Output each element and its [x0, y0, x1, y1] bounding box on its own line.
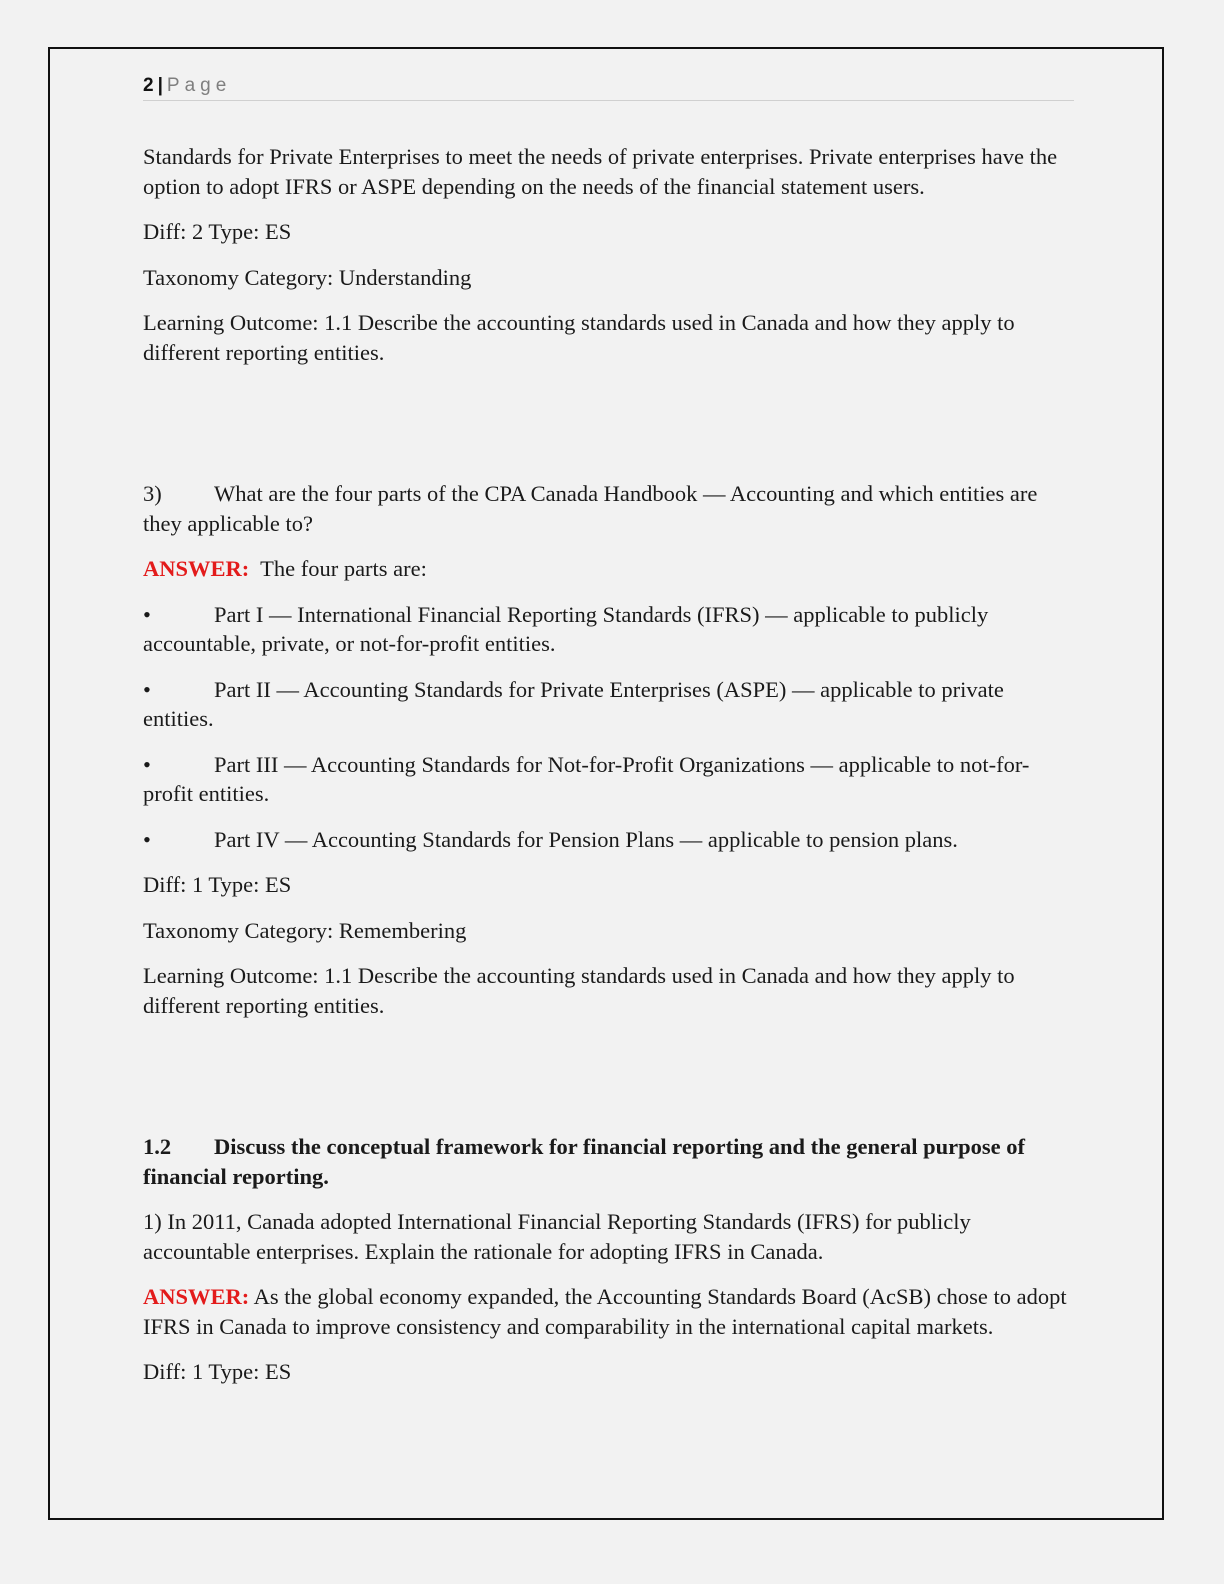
answer-label: ANSWER: — [143, 556, 250, 581]
page-header — [143, 72, 1074, 101]
difficulty-line: Diff: 1 Type: ES — [143, 1359, 292, 1384]
difficulty-line: Diff: 1 Type: ES — [143, 872, 292, 897]
bullet-mark: • — [143, 826, 151, 852]
question-1: 1) In 2011, Canada adopted International Financial Reporting Standards (IFRS) for publicly accountable enterprises. Explain the rationale for adopting IFRS in Canada. — [143, 1209, 971, 1264]
learning-outcome: Learning Outcome: 1.1 Describe the accounting standards used in Canada and how they apply to different reporting entities. — [143, 963, 1015, 1018]
section-number: 1.2 — [143, 1134, 172, 1159]
taxonomy-line: Taxonomy Category: Remembering — [143, 917, 467, 943]
bullet-mark: • — [143, 601, 151, 627]
bullet-text: Part II — Accounting Standards for Private Enterprises (ASPE) — applicable to private entities. — [143, 676, 1004, 731]
question-text: What are the four parts of the CPA Canada Handbook — Accounting and which entities are they applicable to? — [143, 481, 1038, 536]
page-number: 2 — [143, 75, 154, 96]
bullet-item — [143, 600, 1078, 659]
bullet-text: Part I — International Financial Reporting Standards (IFRS) — applicable to publicly accountable, private, or not-for-profit entities. — [143, 601, 989, 656]
section-heading — [143, 1132, 1078, 1191]
section-title: Discuss the conceptual framework for financial reporting and the general purpose of financial reporting. — [143, 1134, 1025, 1189]
bullet-item — [143, 825, 1078, 855]
question-3 — [143, 479, 1078, 538]
question-number: 3) — [143, 481, 162, 506]
spacer — [143, 1036, 1078, 1132]
document-body — [143, 142, 1078, 1403]
bullet-mark: • — [143, 676, 151, 702]
answer-line — [143, 1282, 1078, 1341]
spacer — [143, 383, 1078, 479]
intro-paragraph: Standards for Private Enterprises to meet the needs of private enterprises. Private enterprises have the option to adopt IFRS or ASPE depending on the needs of the financial statement users. — [143, 144, 1058, 199]
bullet-text: Part III — Accounting Standards for Not-for-Profit Organizations — applicable to not-for-profit entities. — [143, 751, 1030, 806]
bullet-text: Part IV — Accounting Standards for Pension Plans — applicable to pension plans. — [214, 826, 958, 852]
difficulty-line: Diff: 2 Type: ES — [143, 219, 292, 244]
bullet-item — [143, 750, 1078, 809]
answer-line — [143, 554, 1078, 584]
bullet-mark: • — [143, 751, 151, 777]
header-separator: | — [157, 75, 163, 96]
learning-outcome: Learning Outcome: 1.1 Describe the accounting standards used in Canada and how they apply to different reporting entities. — [143, 310, 1015, 365]
answer-text: As the global economy expanded, the Accounting Standards Board (AcSB) chose to adopt IFRS in Canada to improve consistency and comparability in the international capital markets. — [143, 1284, 1073, 1339]
answer-label: ANSWER: — [143, 1284, 250, 1309]
page-word: Page — [166, 75, 232, 96]
taxonomy-line: Taxonomy Category: Understanding — [143, 264, 472, 290]
answer-text: The four parts are: — [249, 556, 427, 581]
bullet-item — [143, 675, 1078, 734]
